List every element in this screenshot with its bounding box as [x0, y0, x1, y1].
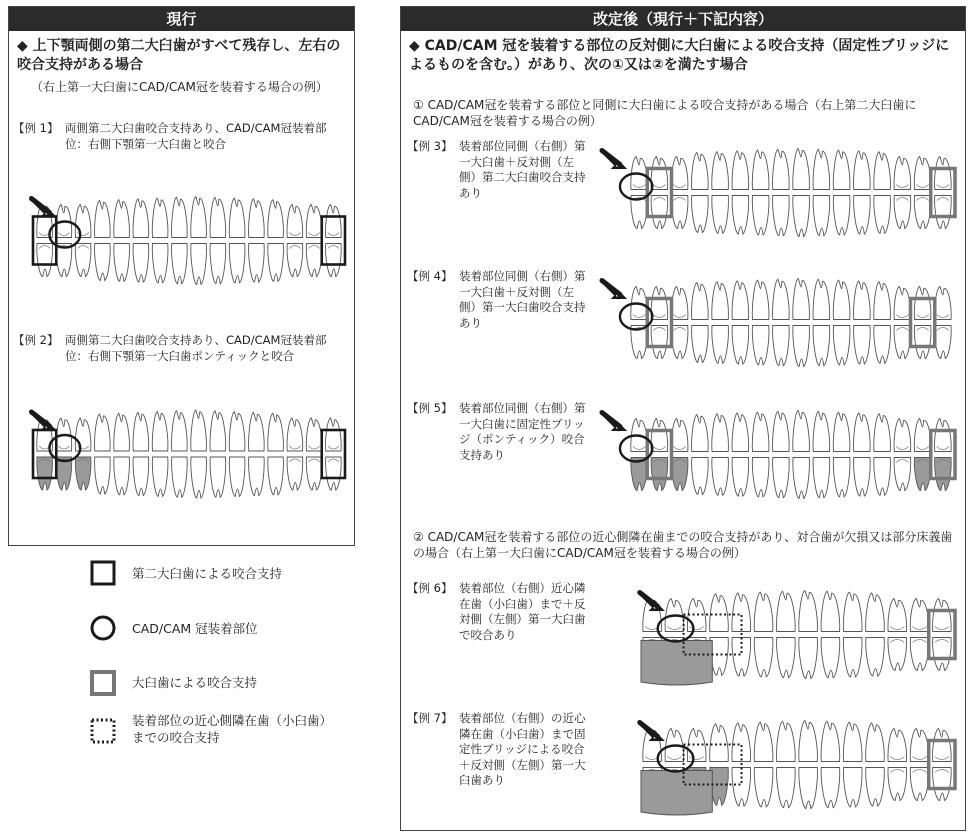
upper-tooth — [833, 412, 850, 451]
upper-tooth — [799, 721, 818, 762]
upper-tooth — [172, 197, 188, 237]
lower-tooth — [854, 196, 871, 235]
lower-tooth — [752, 458, 769, 497]
condition-1: ① CAD/CAM冠を装着する部位と同側に大臼歯による咬合支持がある場合（右上第二大臼歯にCAD/CAM冠を装着する場合の例） — [413, 98, 917, 128]
upper-tooth — [249, 412, 265, 451]
lower-tooth — [191, 244, 207, 285]
upper-tooth — [813, 279, 830, 319]
lower-tooth — [933, 638, 952, 671]
upper-tooth — [752, 280, 769, 319]
lower-tooth — [854, 326, 871, 365]
lower-tooth — [793, 458, 810, 499]
example-3-tag: 【例 3】 — [407, 139, 453, 153]
lower-tooth — [773, 196, 790, 236]
upper-tooth — [732, 151, 749, 190]
current-panel — [8, 6, 355, 546]
upper-tooth — [712, 282, 729, 320]
legend-label-circle: CAD/CAM 冠装着部位 — [132, 621, 258, 636]
upper-tooth — [777, 591, 796, 631]
upper-tooth — [793, 149, 810, 190]
lower-tooth — [229, 457, 245, 496]
upper-tooth — [191, 410, 207, 451]
upper-tooth — [813, 411, 830, 451]
lower-tooth — [813, 326, 830, 366]
example-7-text: 装着部位（右側）の近心隣在歯（小臼歯）まで固定性ブリッジによる咬合＋反対側（左側）第一大臼歯あり — [459, 711, 586, 787]
lower-tooth — [793, 196, 810, 237]
lower-tooth — [813, 196, 830, 236]
lower-tooth — [249, 244, 265, 283]
lower-tooth — [821, 638, 840, 678]
lower-tooth — [773, 326, 790, 366]
lower-tooth — [752, 196, 769, 235]
example-2-dentition — [17, 399, 347, 509]
upper-tooth — [268, 413, 284, 451]
lower-tooth — [777, 638, 796, 678]
upper-tooth — [692, 283, 709, 320]
lower-tooth — [172, 457, 188, 497]
lower-tooth — [210, 457, 226, 497]
upper-tooth — [752, 150, 769, 189]
condition-2: ② CAD/CAM冠を装着する部位の近心側隣在歯までの咬合支持があり、対合歯が欠損又は部分床義歯の場合（右上第一大臼歯にCAD/CAM冠を装着する場合の例） — [413, 530, 953, 560]
upper-tooth — [866, 593, 885, 632]
upper-tooth — [732, 281, 749, 320]
lower-tooth — [754, 638, 773, 677]
upper-tooth — [210, 197, 226, 237]
upper-tooth — [133, 412, 149, 451]
lower-tooth — [732, 196, 749, 235]
lower-tooth — [854, 458, 871, 497]
legend-label-dotted-square: 装着部位の近心側隣在歯（小臼歯）までの咬合支持 — [132, 713, 333, 745]
lower-tooth — [712, 326, 729, 364]
lower-tooth — [732, 326, 749, 365]
lower-tooth — [172, 244, 188, 284]
partial-denture — [641, 641, 712, 686]
teeth-group — [37, 410, 341, 498]
lower-tooth — [114, 457, 130, 495]
lower-tooth — [210, 244, 226, 284]
lower-tooth — [833, 196, 850, 235]
lower-tooth — [777, 768, 796, 808]
example-4-dentition — [611, 265, 957, 380]
upper-tooth — [777, 721, 796, 761]
partial-denture — [641, 771, 712, 816]
lower-tooth — [229, 244, 245, 283]
example-1-text: 両側第二大臼歯咬合支持あり、CAD/CAM冠装着部位：右側下顎第一大臼歯と咬合 — [65, 121, 327, 151]
upper-tooth — [843, 592, 862, 631]
upper-tooth — [754, 592, 773, 631]
upper-tooth — [152, 412, 168, 451]
upper-tooth — [752, 412, 769, 451]
upper-tooth — [249, 199, 265, 238]
example-6-dentition — [623, 577, 957, 692]
example-5-tag: 【例 5】 — [407, 401, 453, 415]
lower-tooth — [732, 458, 749, 497]
legend-label-gray-square: 大臼歯による咬合支持 — [132, 675, 258, 690]
lower-tooth — [268, 244, 284, 282]
lower-tooth — [874, 458, 891, 496]
lower-tooth — [813, 458, 830, 498]
example-5-text: 装着部位同側（右側）第一大臼歯に固定性ブリッジ（ポンティック）咬合支持あり — [459, 401, 586, 462]
teeth-group — [37, 197, 341, 285]
lower-tooth — [799, 638, 818, 679]
example-5-dentition — [611, 397, 957, 512]
lower-tooth — [793, 326, 810, 367]
upper-tooth — [191, 197, 207, 238]
lower-tooth — [910, 638, 929, 671]
legend-circle-icon — [90, 615, 116, 641]
upper-tooth — [866, 723, 885, 762]
legend-square-icon — [90, 560, 116, 586]
lower-tooth — [692, 326, 709, 363]
upper-tooth — [821, 721, 840, 761]
legend-label-square: 第二大臼歯による咬合支持 — [132, 566, 283, 581]
teeth-group — [631, 149, 951, 237]
lower-tooth — [152, 244, 168, 283]
current-lead: ◆ 上下顎両側の第二大臼歯がすべて残存し、左右の咬合支持がある場合 — [17, 38, 341, 73]
upper-tooth — [692, 153, 709, 190]
upper-tooth — [773, 279, 790, 319]
upper-tooth — [773, 149, 790, 189]
upper-tooth — [793, 411, 810, 452]
example-1-dentition — [17, 183, 347, 298]
upper-tooth — [712, 414, 729, 452]
lower-tooth — [888, 768, 907, 801]
example-2-text: 両側第二大臼歯咬合支持あり、CAD/CAM冠装着部位：右側下顎第一大臼歯ポンティックと咬合 — [65, 333, 327, 363]
lower-tooth — [833, 458, 850, 497]
lower-tooth — [191, 457, 207, 498]
teeth-group — [631, 279, 951, 367]
upper-tooth — [229, 412, 245, 451]
upper-tooth — [821, 591, 840, 631]
teeth-group — [631, 411, 951, 499]
example-2-tag: 【例 2】 — [13, 333, 59, 347]
lower-tooth — [843, 638, 862, 677]
lower-tooth — [752, 326, 769, 365]
example-3-text: 装着部位同側（右側）第一大臼歯＋反対側（左側）第二大臼歯咬合支持あり — [459, 139, 586, 200]
revised-panel — [400, 6, 966, 831]
lower-tooth — [866, 768, 885, 807]
upper-tooth — [268, 200, 284, 238]
upper-tooth — [874, 282, 891, 320]
upper-tooth — [854, 151, 871, 190]
upper-tooth — [854, 413, 871, 452]
legend-gray-square-icon — [90, 670, 116, 696]
lower-tooth — [799, 768, 818, 809]
lower-tooth — [692, 458, 709, 495]
example-1-tag: 【例 1】 — [13, 121, 59, 135]
lower-tooth — [249, 457, 265, 496]
upper-tooth — [833, 280, 850, 319]
lower-tooth — [692, 196, 709, 233]
upper-tooth — [843, 722, 862, 761]
upper-tooth — [229, 198, 245, 237]
lower-tooth — [821, 768, 840, 808]
upper-tooth — [854, 281, 871, 320]
lower-tooth — [874, 196, 891, 234]
upper-tooth — [754, 722, 773, 761]
upper-tooth — [133, 199, 149, 238]
lower-tooth — [773, 458, 790, 498]
upper-tooth — [95, 414, 111, 451]
upper-tooth — [833, 150, 850, 189]
upper-tooth — [692, 415, 709, 452]
legend — [90, 560, 360, 760]
upper-tooth — [712, 152, 729, 190]
upper-tooth — [799, 591, 818, 632]
example-6-text: 装着部位（右側）近心隣在歯（小臼歯）まで＋反対側（左側）第一大臼歯で咬合あり — [459, 581, 586, 642]
lower-tooth — [874, 326, 891, 364]
example-6-tag: 【例 6】 — [407, 581, 453, 595]
lower-tooth — [833, 326, 850, 365]
legend-dotted-square-icon — [90, 718, 116, 744]
lower-tooth — [95, 457, 111, 494]
lower-tooth — [712, 196, 729, 234]
lower-tooth — [712, 458, 729, 496]
upper-tooth — [210, 411, 226, 451]
current-note: （右上第一大臼歯にCAD/CAM冠を装着する場合の例） — [31, 80, 328, 94]
pointer-arrow-shaft — [602, 151, 620, 165]
upper-tooth — [95, 201, 111, 238]
pointer-arrow-shaft — [602, 281, 620, 295]
revised-header: 改定後（現行＋下記内容） — [401, 7, 965, 31]
example-7-tag: 【例 7】 — [407, 711, 453, 725]
upper-tooth — [710, 724, 729, 762]
upper-tooth — [710, 594, 729, 632]
current-header: 現行 — [9, 7, 354, 31]
lower-tooth — [133, 244, 149, 283]
lower-tooth — [133, 457, 149, 496]
lower-tooth — [888, 638, 907, 671]
example-7-dentition — [623, 707, 957, 822]
lower-tooth — [152, 457, 168, 496]
revised-lead: ◆ CAD/CAM 冠を装着する部位の反対側に大臼歯による咬合支持（固定性ブリッジによるものを含む。）があり、次の①又は②を満たす場合 — [409, 38, 950, 73]
upper-tooth — [152, 198, 168, 237]
lower-tooth — [754, 768, 773, 807]
upper-tooth — [172, 411, 188, 451]
upper-tooth — [114, 413, 130, 451]
example-4-tag: 【例 4】 — [407, 269, 453, 283]
pointer-arrow-shaft — [602, 413, 620, 427]
upper-tooth — [874, 152, 891, 190]
example-4-text: 装着部位同側（右側）第一大臼歯＋反対側（左側）第一大臼歯咬合支持あり — [459, 269, 586, 330]
lower-tooth — [114, 244, 130, 282]
lower-tooth — [95, 244, 111, 281]
upper-tooth — [773, 411, 790, 451]
lower-tooth — [843, 768, 862, 807]
lower-tooth — [268, 457, 284, 495]
upper-tooth — [732, 413, 749, 452]
upper-tooth — [813, 149, 830, 189]
lower-tooth — [866, 638, 885, 677]
lower-tooth — [933, 768, 952, 801]
upper-tooth — [874, 414, 891, 452]
upper-tooth — [114, 200, 130, 238]
lower-tooth — [910, 768, 929, 801]
example-3-dentition — [611, 135, 957, 250]
upper-tooth — [793, 279, 810, 320]
